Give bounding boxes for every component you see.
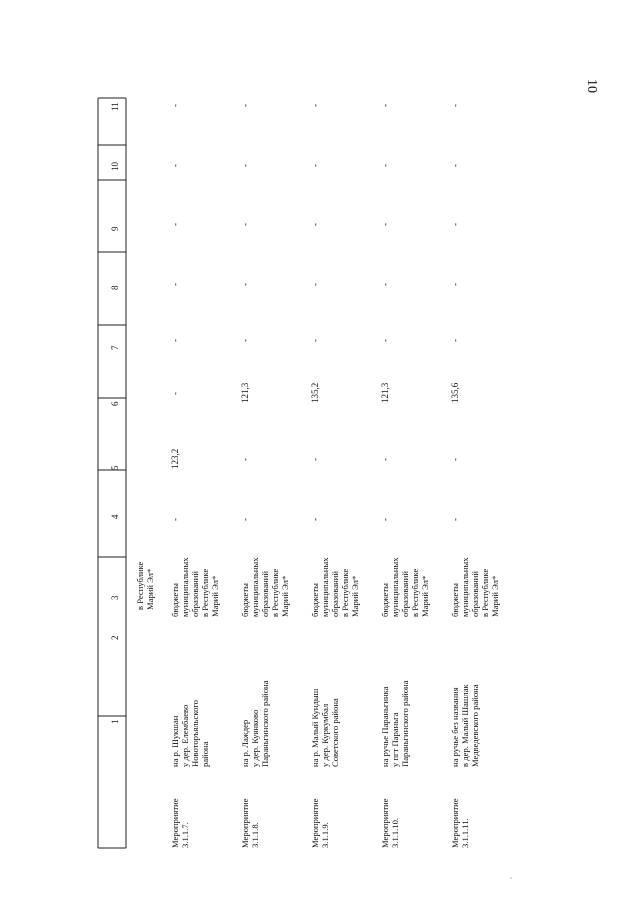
funding-source: образований xyxy=(400,571,410,617)
value-c9: - xyxy=(310,223,320,226)
object-description: на р. Шукшан xyxy=(170,715,180,767)
value-c9: - xyxy=(380,223,390,226)
funding-source: Марий Эл* xyxy=(210,575,220,617)
value-c10: - xyxy=(310,164,320,167)
value-c5: - xyxy=(450,458,460,461)
funding-source: Марий Эл* xyxy=(350,575,360,617)
header-col-7-label: 7 xyxy=(110,345,120,350)
object-description: у дер. Елембаево xyxy=(180,704,190,767)
header-col-11-label: 11 xyxy=(110,102,120,111)
object-description: района xyxy=(200,741,210,767)
object-description: на ручье без названия xyxy=(450,687,460,767)
object-description: в дер. Малый Шашлак xyxy=(460,684,470,767)
value-c9: - xyxy=(450,223,460,226)
value-c10: - xyxy=(240,164,250,167)
funding-source: муниципальных xyxy=(390,557,400,617)
value-c4: - xyxy=(170,518,180,521)
funding-source: Марий Эл* xyxy=(420,575,430,617)
funding-source: Марий Эл* xyxy=(490,575,500,617)
object-description: у дер. Куркумбал xyxy=(320,703,330,767)
funding-source: в Республике xyxy=(480,568,490,617)
value-c6: - xyxy=(170,392,180,395)
value-c11: - xyxy=(380,104,390,107)
funding-source: муниципальных xyxy=(460,557,470,617)
value-c10: - xyxy=(170,164,180,167)
value-c11: - xyxy=(240,104,250,107)
value-c7: - xyxy=(380,339,390,342)
measure-label: 3.1.1.9. xyxy=(320,822,330,848)
value-c7: - xyxy=(170,339,180,342)
header-col-2-label: 2 xyxy=(110,635,120,640)
continuation-line: в Республике xyxy=(135,561,145,610)
object-description: на р. Лаждер xyxy=(240,719,250,767)
funding-source: образований xyxy=(470,571,480,617)
value-c9: - xyxy=(170,223,180,226)
value-c8: - xyxy=(240,283,250,286)
value-c10: - xyxy=(450,164,460,167)
object-description: Медведевского района xyxy=(470,684,480,767)
header-col-1-label: 1 xyxy=(110,719,120,724)
value-c4: - xyxy=(450,518,460,521)
value-c7: - xyxy=(310,339,320,342)
object-description: Новоторъяльского xyxy=(190,700,200,767)
object-description: на ручье Параньгинка xyxy=(380,686,390,767)
header-col-5-label: 5 xyxy=(110,465,120,470)
funding-source: муниципальных xyxy=(250,557,260,617)
funding-source: Марий Эл* xyxy=(280,575,290,617)
continuation-line: Марий Эл* xyxy=(145,568,155,610)
measure-label: Мероприятие xyxy=(450,798,460,848)
funding-source: муниципальных xyxy=(320,557,330,617)
funding-source: муниципальных xyxy=(180,557,190,617)
value-c5: - xyxy=(240,458,250,461)
object-description: Параньгинского района xyxy=(260,680,270,767)
funding-source: в Республике xyxy=(270,568,280,617)
value-c7: - xyxy=(450,339,460,342)
scan-speck xyxy=(510,877,511,878)
header-col-8-label: 8 xyxy=(110,285,120,290)
value-c5: 123,2 xyxy=(170,448,180,469)
funding-source: в Республике xyxy=(340,568,350,617)
value-c6: 121,3 xyxy=(240,382,250,403)
value-c5: - xyxy=(380,458,390,461)
value-c10: - xyxy=(380,164,390,167)
value-c6: 121,3 xyxy=(380,382,390,403)
value-c11: - xyxy=(170,104,180,107)
object-description: у дер. Куянково xyxy=(250,709,260,767)
funding-source: бюджеты xyxy=(170,583,180,617)
funding-source: бюджеты xyxy=(240,583,250,617)
value-c8: - xyxy=(450,283,460,286)
funding-source: образований xyxy=(260,571,270,617)
value-c8: - xyxy=(310,283,320,286)
funding-source: бюджеты xyxy=(310,583,320,617)
measure-label: Мероприятие xyxy=(240,798,250,848)
measure-label: 3.1.1.7. xyxy=(180,822,190,848)
value-c4: - xyxy=(380,518,390,521)
value-c7: - xyxy=(240,339,250,342)
value-c4: - xyxy=(240,518,250,521)
value-c11: - xyxy=(310,104,320,107)
funding-source: бюджеты xyxy=(450,583,460,617)
measure-label: Мероприятие xyxy=(170,798,180,848)
value-c8: - xyxy=(380,283,390,286)
value-c6: 135,2 xyxy=(310,382,320,403)
value-c11: - xyxy=(450,104,460,107)
measure-label: 3.1.1.10. xyxy=(390,817,400,848)
object-description: Советского района xyxy=(330,698,340,767)
funding-source: образований xyxy=(330,571,340,617)
measure-label: Мероприятие xyxy=(310,798,320,848)
funding-source: бюджеты xyxy=(380,583,390,617)
header-col-9-label: 9 xyxy=(110,226,120,231)
value-c9: - xyxy=(240,223,250,226)
header-col-10-label: 10 xyxy=(110,162,120,171)
funding-source: образований xyxy=(190,571,200,617)
value-c4: - xyxy=(310,518,320,521)
measure-label: 3.1.1.8. xyxy=(250,822,260,848)
header-col-3-label: 3 xyxy=(110,595,120,600)
object-description: на р. Малый Кундыш xyxy=(310,688,320,767)
header-col-4-label: 4 xyxy=(110,514,120,519)
funding-source: в Республике xyxy=(200,568,210,617)
measure-label: 3.1.1.11. xyxy=(460,818,470,848)
funding-source: в Республике xyxy=(410,568,420,617)
measure-label: Мероприятие xyxy=(380,798,390,848)
header-col-6-label: 6 xyxy=(110,401,120,406)
value-c5: - xyxy=(310,458,320,461)
page-number: 10 xyxy=(584,79,599,93)
value-c8: - xyxy=(170,283,180,286)
value-c6: 135,6 xyxy=(450,382,460,403)
object-description: Параньгинского района xyxy=(400,680,410,767)
object-description: у пгт Параньга xyxy=(390,712,400,767)
